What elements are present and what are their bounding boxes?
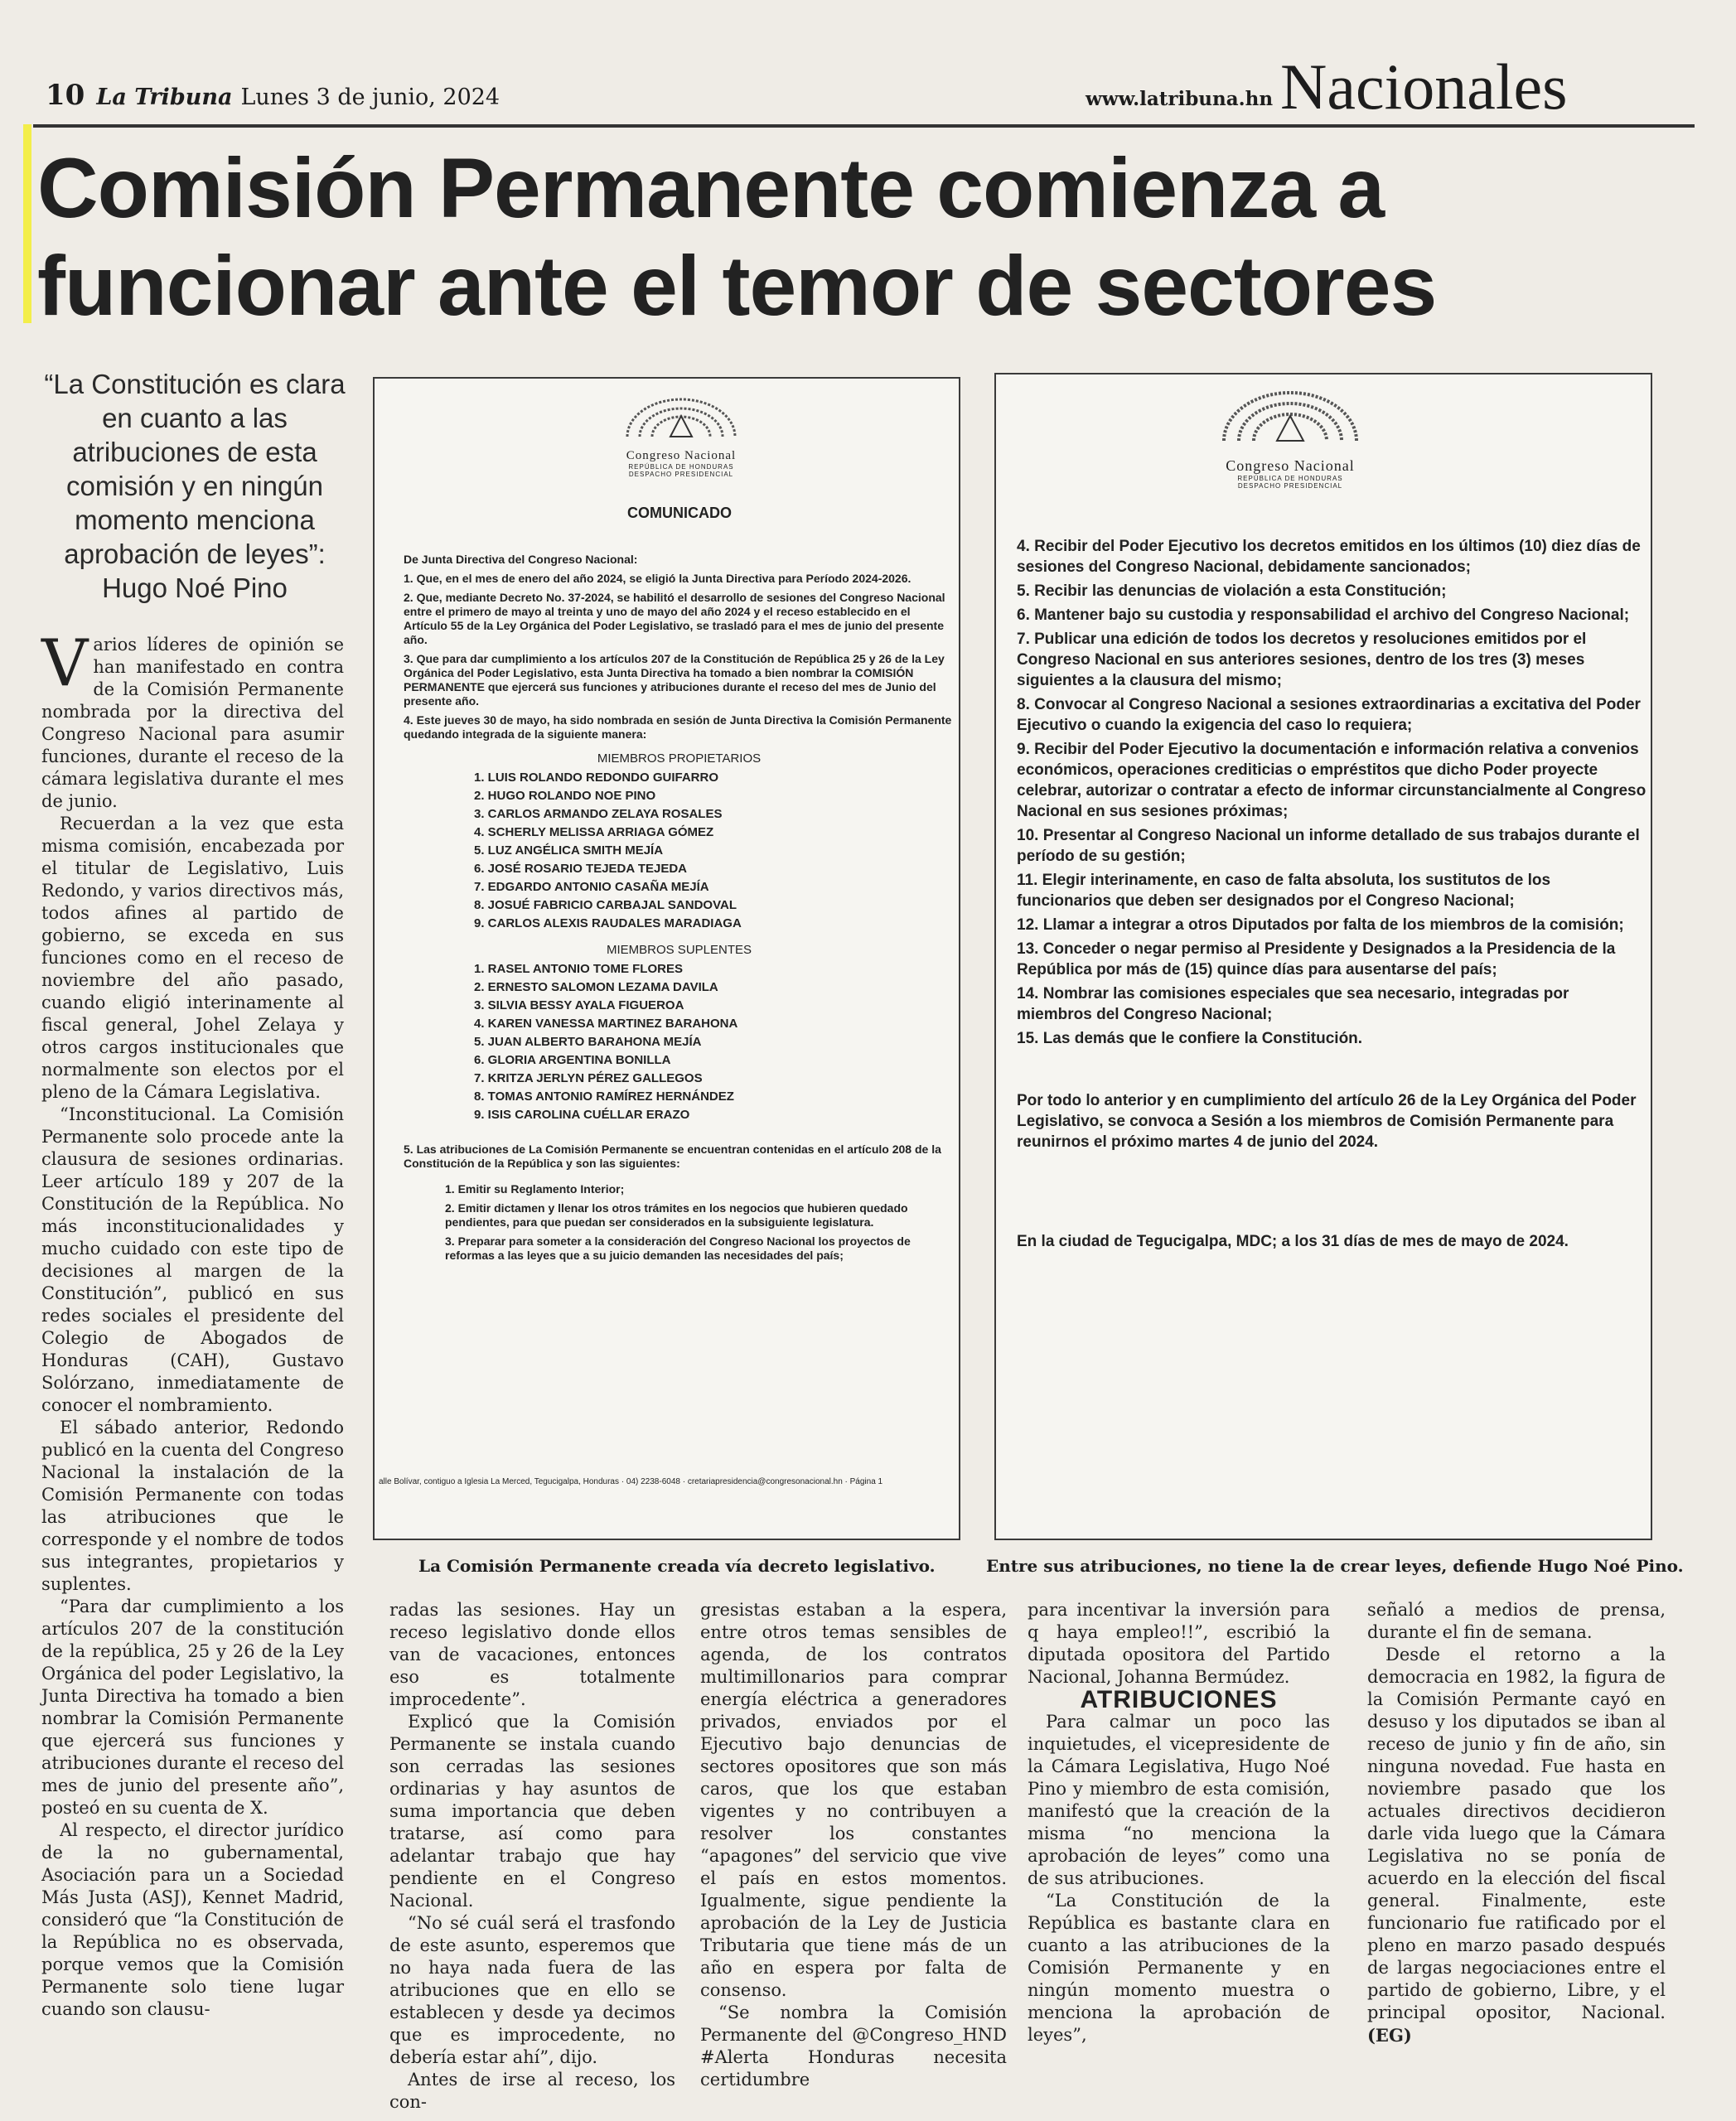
page-number: 10 [46, 79, 85, 112]
list-item: 2. ERNESTO SALOMON LEZAMA DAVILA [474, 980, 718, 994]
list-item: 11. Elegir interinamente, en caso de falta absoluta, los sustitutos de los funcionarios que deben ser designados por el Congreso Nacional; [1017, 872, 1551, 910]
communique-document-right [994, 373, 1652, 1540]
paragraph: Explicó que la Comisión Permanente se instala cuando son cerradas las sesiones ordinarias y hay asuntos de suma importancia que deben tratarse, así como para adelantar trabajo que hay pendiente en el Congreso Nacional. [389, 1712, 675, 1911]
article-column-4 [1028, 1599, 1330, 2046]
paragraph: radas las sesiones. Hay un receso legislativo donde ellos van de vacaciones, entonces eso es totalmente improcedente”. [389, 1600, 675, 1709]
logo-name: Congreso Nacional [626, 449, 737, 462]
congress-hemicycle-icon [1216, 383, 1365, 457]
list-item: 8. JOSUÉ FABRICIO CARBAJAL SANDOVAL [474, 898, 737, 912]
list-item: 15. Las demás que le confiere la Constitución. [1017, 1030, 1363, 1047]
logo-dept: DESPACHO PRESIDENCIAL [628, 471, 734, 478]
list-item: 5. LUZ ANGÉLICA SMITH MEJÍA [474, 843, 664, 858]
paragraph: “Se nombra la Comisión Permanente del @Congreso_HND #Alerta Honduras necesita certidumbre [700, 2003, 1007, 2090]
doc-closing: Por todo lo anterior y en cumplimiento del artículo 26 de la Ley Orgánica del Poder Legislativo, se convoca a Sesión a los miembros de Comisión Permanente para reunirnos el próximo martes 4 de junio del 2024. [1017, 1092, 1637, 1151]
congress-hemicycle-icon [619, 391, 743, 449]
list-item: 4. KAREN VANESSA MARTINEZ BARAHONA [474, 1017, 738, 1031]
list-item: 9. ISIS CAROLINA CUÉLLAR ERAZO [474, 1108, 690, 1122]
doc-footer: alle Bolívar, contiguo a Iglesia La Merced, Tegucigalpa, Honduras · 04) 2238-6048 · cretariapresidencia@congresonacional.hn · Página 1 [379, 1477, 883, 1486]
subheading: ATRIBUCIONES [1080, 1686, 1278, 1713]
doc-left-body [404, 553, 955, 1268]
doc-point: 4. Este jueves 30 de mayo, ha sido nombrada en sesión de Junta Directiva la Comisión Permanente quedando integrada de la siguiente manera: [404, 713, 952, 741]
paragraph: Para calmar un poco las inquietudes, el vicepresidente de la Cámara Legislativa, Hugo Noé Pino y miembro de esta comisión, manifestó que la creación de la misma “no menciona la aprobación de leyes” como una de sus atribuciones. [1028, 1712, 1330, 1888]
article-column-2 [389, 1599, 675, 2114]
list-item: 3. SILVIA BESSY AYALA FIGUEROA [474, 998, 684, 1012]
doc-point: 5. Las atribuciones de La Comisión Permanente se encuentran contenidas en el artículo 208 de la Constitución de la República y son las siguientes: [404, 1143, 941, 1170]
drop-cap: V [41, 626, 89, 701]
list-item: 2. HUGO ROLANDO NOE PINO [474, 789, 656, 803]
paragraph: “La Constitución de la República es bastante clara en cuanto a las atribuciones de la Comisión Permanente y en ningún momento muestra o menciona la aprobación de leyes”, [1028, 1891, 1330, 2045]
section-title: Nacionales [1280, 51, 1568, 123]
list-item: 8. TOMAS ANTONIO RAMÍREZ HERNÁNDEZ [474, 1089, 734, 1104]
propietarios-list [474, 769, 955, 933]
list-item: 6. JOSÉ ROSARIO TEJEDA TEJEDA [474, 862, 688, 876]
list-item: 13. Conceder o negar permiso al Presidente y Designados a la Presidencia de la República por más de (15) quince días para ausentarse del país; [1017, 940, 1616, 978]
newspaper-name: La Tribuna [96, 85, 233, 110]
doc-title: COMUNICADO [627, 505, 732, 521]
article-column-1 [41, 626, 344, 2021]
list-item: 3. Preparar para someter a la consideración del Congreso Nacional los proyectos de reformas a las leyes que a su juicio demanden las necesidades del país; [445, 1234, 911, 1262]
list-item: 6. GLORIA ARGENTINA BONILLA [474, 1053, 671, 1067]
congreso-logo [1187, 383, 1394, 490]
list-item: 9. CARLOS ALEXIS RAUDALES MARADIAGA [474, 916, 742, 930]
doc-right-body [1017, 536, 1647, 1255]
headline [37, 139, 1686, 335]
list-item: 7. KRITZA JERLYN PÉREZ GALLEGOS [474, 1071, 703, 1085]
atribuciones-list [445, 1182, 955, 1263]
list-item: 4. SCHERLY MELISSA ARRIAGA GÓMEZ [474, 825, 714, 839]
paragraph: gresistas estaban a la espera, entre otros temas sensibles de agenda, de los contratos multimillonarios para comprar energía eléctrica a generadores privados, enviados por el Ejecutivo bajo denuncias de sectores opositores que son más caros, que los que estaban vigentes y no contribuyen a resolver los constantes “apagones” del servicio que vive el país en estos momentos. Igualmente, sigue pendiente la aprobación de la Ley de Justicia Tributaria que tiene más de un año en espera por falta de consenso. [700, 1600, 1007, 2000]
article-column-5 [1367, 1599, 1666, 2047]
list-item: 7. Publicar una edición de todos los decretos y resoluciones emitidos por el Congreso Nacional en sus anteriores sesiones, dentro de los tres (3) meses siguientes a la clausura del mismo; [1017, 631, 1587, 689]
paragraph: Al respecto, el director jurídico de la no gubernamental, Asociación para un a Sociedad Más Justa (ASJ), Kennet Madrid, consideró que “la Constitución de la República no es observada, porque vemos que la Comisión Permanente solo tiene lugar cuando son clausu- [41, 1820, 344, 2019]
list-item: 6. Mantener bajo su custodia y responsabilidad el archivo del Congreso Nacional; [1017, 606, 1630, 624]
list-item: 5. Recibir las denuncias de violación a esta Constitución; [1017, 582, 1447, 600]
list-item: 4. Recibir del Poder Ejecutivo los decretos emitidos en los últimos (10) diez días de sesiones del Congreso Nacional, debidamente sancionados; [1017, 538, 1641, 576]
list-item: 10. Presentar al Congreso Nacional un informe detallado de sus trabajos durante el período de su gestión; [1017, 827, 1640, 865]
list-item: 8. Convocar al Congreso Nacional a sesiones extraordinarias a excitativa del Poder Ejecutivo o cuando la exigencia del caso lo requiera; [1017, 696, 1641, 734]
list-item: 1. LUIS ROLANDO REDONDO GUIFARRO [474, 771, 719, 785]
list-item: 1. RASEL ANTONIO TOME FLORES [474, 962, 683, 976]
propietarios-title: MIEMBROS PROPIETARIOS [597, 751, 762, 766]
list-item: 1. Emitir su Reglamento Interior; [445, 1182, 625, 1196]
paragraph: “No sé cuál será el trasfondo de este asunto, esperemos que no haya nada fuera de las atribuciones que en ello se establecen y desde ya decimos que es improcedente, no debería estar ahí”, dijo. [389, 1913, 675, 2067]
website-url[interactable]: www.latribuna.hn [1086, 88, 1274, 110]
page-header-left [46, 79, 500, 112]
suplentes-list [474, 960, 955, 1124]
paragraph: “Inconstitucional. La Comisión Permanente solo procede ante la clausura de sesiones ordinarias. Leer artículo 189 y 207 de la Constitución de la República. No más inconstitucionalidades y mucho cuidado con este tipo de decisiones al margen de la Constitución”, publicó en sus redes sociales el presidente del Colegio de Abogados de Honduras (CAH), Gustavo Solórzano, inmediatamente de conocer el nombramiento. [41, 1104, 344, 1415]
paragraph-lead: Varios líderes de opinión se han manifestado en contra de la Comisión Permanente nombrada por la directiva del Congreso Nacional para asumir funciones, durante el receso de la cámara legislativa durante el mes de junio. [41, 626, 344, 811]
headline-line-2: funcionar ante el temor de sectores [37, 239, 1437, 333]
paragraph: El sábado anterior, Redondo publicó en la cuenta del Congreso Nacional la instalación de la Comisión Permanente con todas las atribuciones que le corresponde y el nombre de todos sus integrantes, propietarios y suplentes. [41, 1418, 344, 1594]
doc-point: 1. Que, en el mes de enero del año 2024, se eligió la Junta Directiva para Período 2024-2026. [404, 572, 912, 585]
author-signature: (EG) [1367, 2025, 1412, 2046]
list-item: 7. EDGARDO ANTONIO CASAÑA MEJÍA [474, 880, 709, 894]
doc-point: 3. Que para dar cumplimiento a los artículos 207 de la Constitución de República 25 y 26 de la Ley Orgánica del Poder Legislativo, esta Junta Directiva ha tomado a bien nombrar la COMISIÓN PERMANENTE que ejercerá sus funciones y atribuciones durante el receso del mes de Junio del presente año. [404, 652, 945, 708]
caption-right: Entre sus atribuciones, no tiene la de crear leyes, defiende Hugo Noé Pino. [986, 1556, 1684, 1576]
doc-place-date: En la ciudad de Tegucigalpa, MDC; a los 31 días de mes de mayo de 2024. [1017, 1233, 1569, 1250]
caption-left: La Comisión Permanente creada vía decreto legislativo. [418, 1556, 936, 1576]
pull-quote: “La Constitución es clara en cuanto a las atribuciones de esta comisión y en ningún momento menciona aprobación de leyes”: Hugo Noé Pino [44, 369, 346, 603]
paragraph: Desde el retorno a la democracia en 1982, la figura de la Comisión Permante cayó en desuso y los diputados se iban al receso de junio y fin de año, sin ninguna novedad. Fue hasta en noviembre pasado que los actuales directivos decidieron darle vida luego que la Cámara Legislativa no se ponía de acuerdo en la elección del fiscal general. Finalmente, este funcionario fue ratificado por el pleno en marzo pasado después de largas negociaciones entre el partido de gobierno, Libre, y el principal opositor, Nacional. (EG) [1367, 1645, 1666, 2046]
paragraph: para incentivar la inversión para q haya empleo!!”, escribió la diputada opositora del Partido Nacional, Johanna Bermúdez. [1028, 1600, 1330, 1687]
paragraph: “Para dar cumplimiento a los artículos 207 de la constitución de la república, 25 y 26 de la Ley Orgánica del poder Legislativo, la Junta Directiva ha tomado a bien nombrar la Comisión Permanente que ejercerá sus funciones y atribuciones durante el receso del mes de junio del presente año”, posteó en su cuenta de X. [41, 1597, 344, 1818]
article-column-3 [700, 1599, 1007, 2091]
list-item: 14. Nombrar las comisiones especiales que sea necesario, integradas por miembros del Congreso Nacional; [1017, 985, 1569, 1023]
list-item: 12. Llamar a integrar a otros Diputados por falta de los miembros de la comisión; [1017, 916, 1624, 934]
headline-line-1: Comisión Permanente comienza a [37, 141, 1385, 235]
list-item: 3. CARLOS ARMANDO ZELAYA ROSALES [474, 807, 723, 821]
logo-name: Congreso Nacional [1226, 457, 1355, 474]
suplentes-title: MIEMBROS SUPLENTES [606, 943, 752, 957]
paragraph: señaló a medios de prensa, durante el fin de semana. [1367, 1600, 1666, 1642]
list-item: 9. Recibir del Poder Ejecutivo la documentación e información relativa a convenios económicos, operaciones crediticias o empréstitos que dicho Poder proyecte celebrar, autorizar o contratar a efecto de informar circunstancialmente al Congreso Nacional en sus sesiones próximas; [1017, 741, 1647, 820]
logo-dept: DESPACHO PRESIDENCIAL [1237, 482, 1343, 490]
logo-sub: REPÚBLICA DE HONDURAS [628, 463, 734, 471]
logo-sub: REPÚBLICA DE HONDURAS [1237, 475, 1343, 482]
paragraph: Antes de irse al receso, los con- [389, 2070, 675, 2112]
list-item: 2. Emitir dictamen y llenar los otros trámites en los negocios que hubieren quedado pendientes, para que puedan ser considerados en la subsiguiente legislatura. [445, 1201, 908, 1229]
issue-date: Lunes 3 de junio, 2024 [240, 85, 500, 110]
doc-point: 2. Que, mediante Decreto No. 37-2024, se habilitó el desarrollo de sesiones del Congreso Nacional entre el primero de mayo al treinta y uno de mayo del año 2024 y el receso establecido en el Artículo 55 de la Ley Orgánica del Poder Legislativo, se trasladó para el mes de junio del presente año. [404, 591, 945, 646]
communique-document-left [373, 377, 960, 1540]
congreso-logo [594, 391, 768, 478]
highlighter-mark [23, 124, 31, 323]
paragraph: Recuerdan a la vez que esta misma comisión, encabezada por el titular de Legislativo, Luis Redondo, y varios directivos más, todos afines al partido de gobierno, se exceda en sus funciones como en el receso de noviembre del año pasado, cuando eligió interinamente al fiscal general, Johel Zelaya y otros cargos institucionales que normalmente son electos por el pleno de la Cámara Legislativa. [41, 814, 344, 1102]
doc-intro: De Junta Directiva del Congreso Nacional: [404, 553, 638, 566]
list-item: 5. JUAN ALBERTO BARAHONA MEJÍA [474, 1035, 702, 1049]
header-rule [33, 124, 1695, 128]
